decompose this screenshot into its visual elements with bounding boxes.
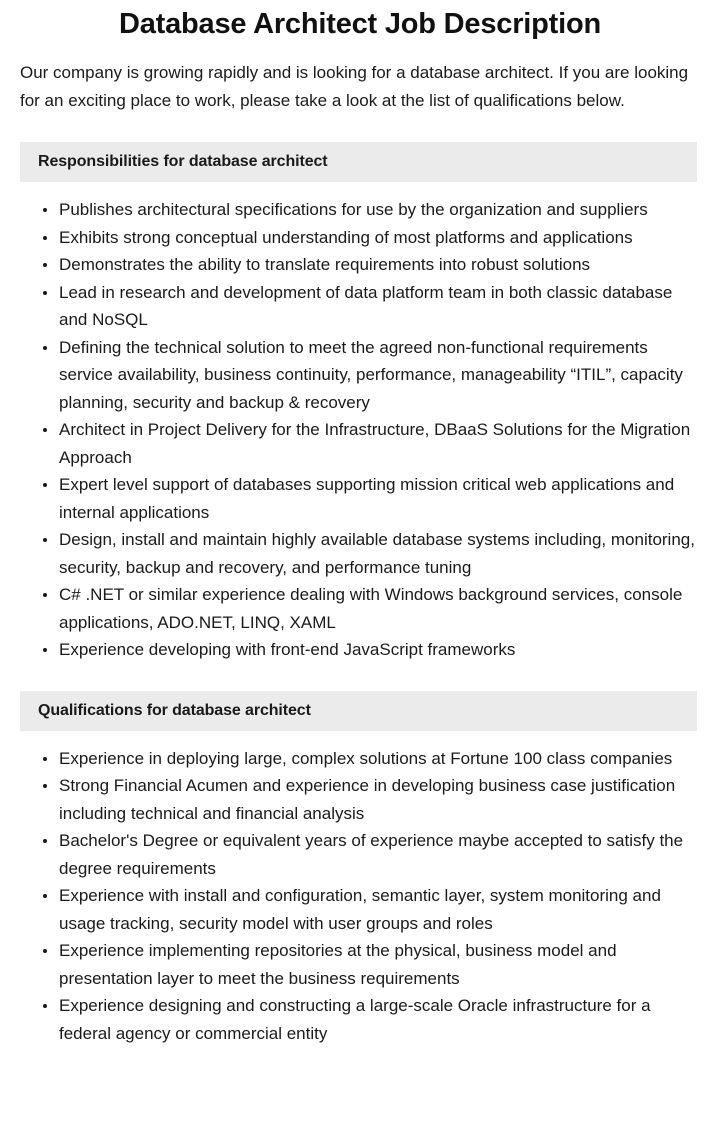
- list-item: Defining the technical solution to meet the agreed non-functional requirements service availability, business continuity, performance, manageability “ITIL”, capacity planning, security and backup & recovery: [20, 334, 700, 417]
- list-item: Experience designing and constructing a large-scale Oracle infrastructure for a federal agency or commercial entity: [20, 992, 700, 1047]
- list-item: Design, install and maintain highly available database systems including, monitoring, security, backup and recovery, and performance tuning: [20, 526, 700, 581]
- list-item: Publishes architectural specifications for use by the organization and suppliers: [20, 196, 700, 224]
- list-item: Demonstrates the ability to translate requirements into robust solutions: [20, 251, 700, 279]
- section-header-qualifications: [20, 691, 697, 731]
- list-item: Architect in Project Delivery for the Infrastructure, DBaaS Solutions for the Migration Approach: [20, 416, 700, 471]
- list-item: C# .NET or similar experience dealing with Windows background services, console applications, ADO.NET, LINQ, XAML: [20, 581, 700, 636]
- section-responsibilities: [0, 142, 720, 664]
- qualifications-list: [0, 731, 720, 1048]
- list-item: Experience implementing repositories at the physical, business model and presentation layer to meet the business requirements: [20, 937, 700, 992]
- list-item: Expert level support of databases supporting mission critical web applications and internal applications: [20, 471, 700, 526]
- list-item: Experience in deploying large, complex solutions at Fortune 100 class companies: [20, 745, 700, 773]
- bottom-spacer: [0, 1047, 720, 1065]
- responsibilities-list: [0, 182, 720, 664]
- list-item: Experience with install and configuration, semantic layer, system monitoring and usage tracking, security model with user groups and roles: [20, 882, 700, 937]
- list-item: Strong Financial Acumen and experience in developing business case justification including technical and financial analysis: [20, 772, 700, 827]
- section-header-responsibilities: [20, 142, 697, 182]
- intro-paragraph: Our company is growing rapidly and is looking for a database architect. If you are looking for an exciting place to work, please take a look at the list of qualifications below.: [20, 63, 689, 110]
- list-item: Experience developing with front-end JavaScript frameworks: [20, 636, 700, 664]
- section-heading-label: Responsibilities for database architect: [38, 153, 328, 170]
- list-item: Exhibits strong conceptual understanding of most platforms and applications: [20, 224, 700, 252]
- section-qualifications: [0, 691, 720, 1048]
- page-title: Database Architect Job Description: [118, 8, 602, 40]
- list-item: Bachelor's Degree or equivalent years of experience maybe accepted to satisfy the degree requirements: [20, 827, 700, 882]
- section-heading-label: Qualifications for database architect: [38, 701, 311, 719]
- list-item: Lead in research and development of data platform team in both classic database and NoSQL: [20, 279, 700, 334]
